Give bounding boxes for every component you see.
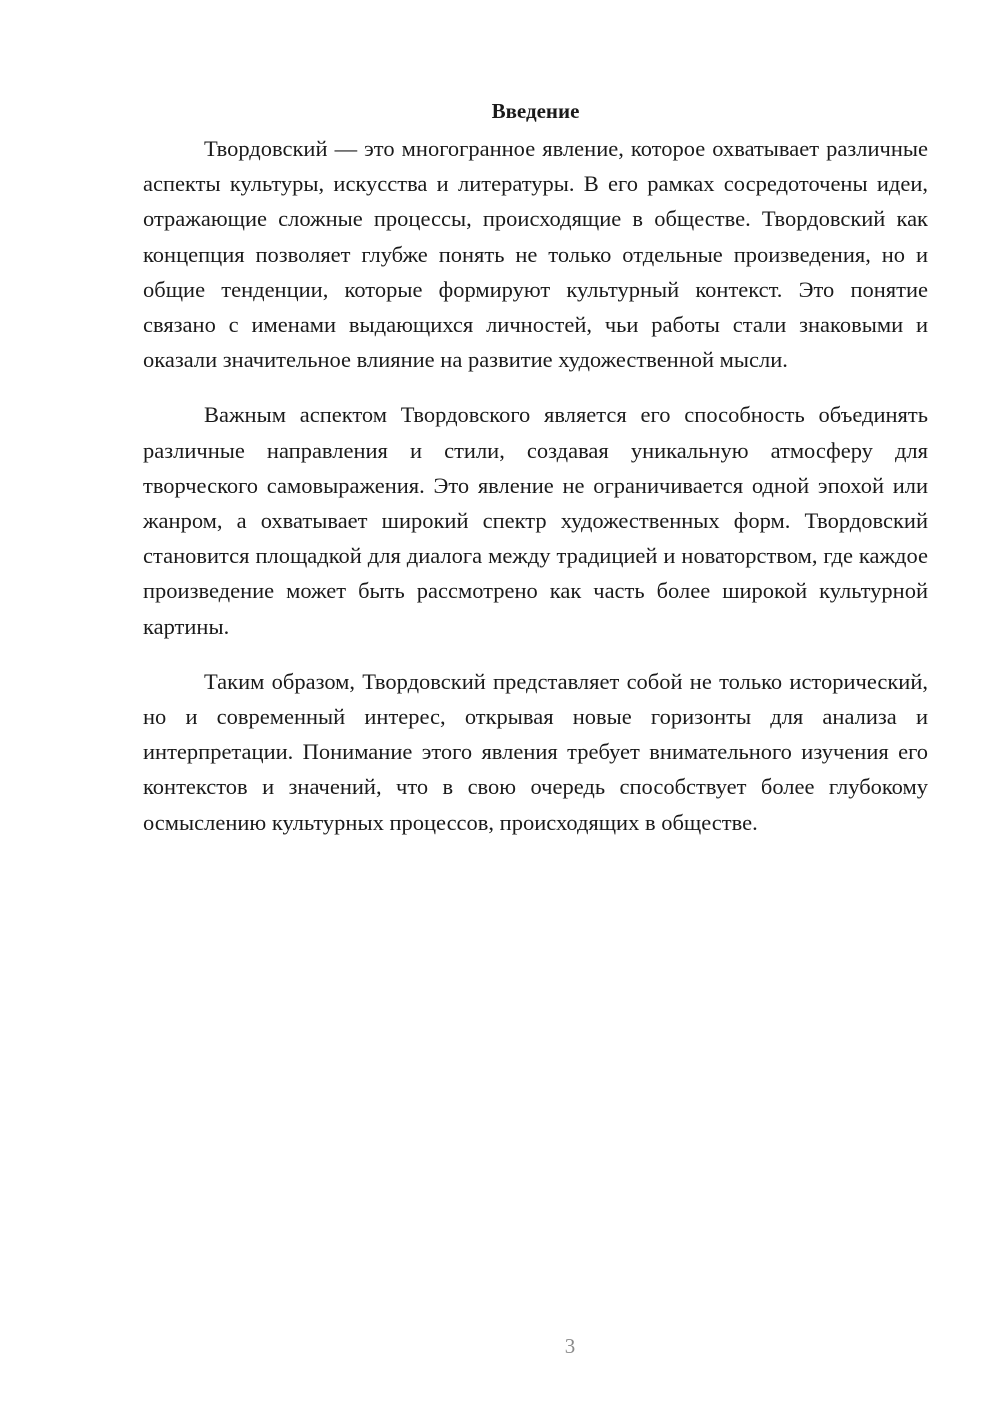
- paragraph-2: Важным аспектом Твордовского является его способность объединять различные направления и стили, создавая уникальную атмосферу для творческого самовыражения. Это явление не ограничивается одной эпохой или жанром, а охватывает широкий спектр художественных форм. Твордовский становится площадкой для диалога между традицией и новаторством, где каждое произведение может быть рассмотрено как часть более широкой культурной картины.: [143, 402, 928, 639]
- paragraph-3: Таким образом, Твордовский представляет собой не только исторический, но и современный интерес, открывая новые горизонты для анализа и интерпретации. Понимание этого явления требует внимательного изучения его контекстов и значений, что в свою очередь способствует более глубокому осмыслению культурных процессов, происходящих в обществе.: [143, 668, 928, 835]
- page-content: [143, 96, 928, 860]
- page-number: 3: [564, 1334, 576, 1358]
- paragraph-1: Твордовский — это многогранное явление, которое охватывает различные аспекты культуры, искусства и литературы. В его рамках сосредоточены идеи, отражающие сложные процессы, происходящие в обществе. Твордовский как концепция позволяет глубже понять не только отдельные произведения, но и общие тенденции, которые формируют культурный контекст. Это понятие связано с именами выдающихся личностей, чьи работы стали знаковыми и оказали значительное влияние на развитие художественной мысли.: [143, 136, 928, 373]
- section-title: Введение: [491, 99, 580, 123]
